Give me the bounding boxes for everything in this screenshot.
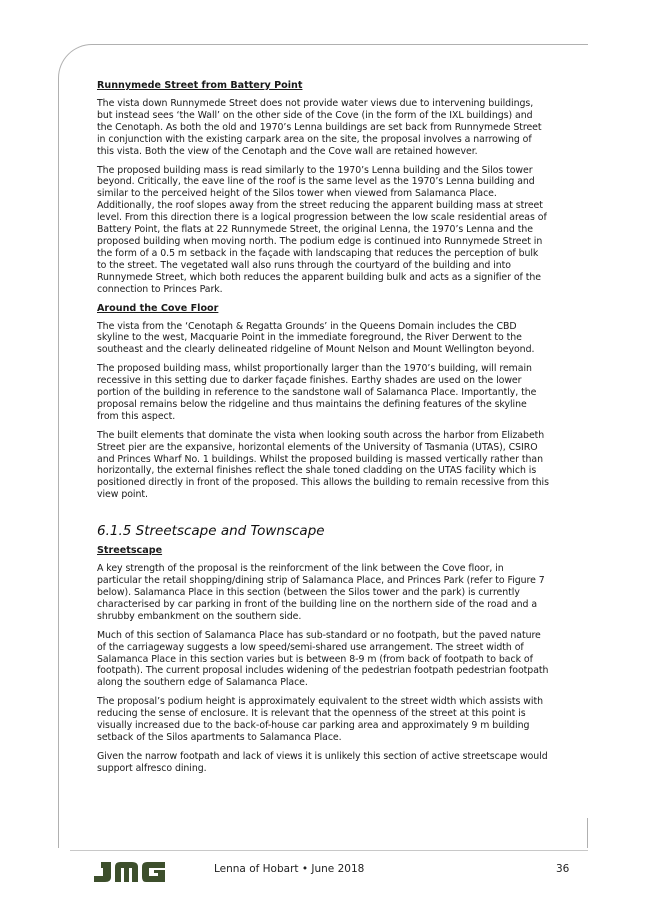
paragraph: The proposed building mass is read similarly to the 1970’s Lenna building and the Silos tower beyond. Critically, the eave line of the roof is the same level as the 1970’s Lenna building and similar to the perceived height of the Silos tower when viewed from Salamanca Place. Additionally, the roof slopes away from the street reducing the apparent building mass at street level. From this direction there is a logical progression between the low scale residential areas of Battery Point, the flats at 22 Runnymede Street, the original Lenna, the 1970’s Lenna and the proposed building when moving north. The podium edge is continued into Runnymede Street in the form of a 0.5 m setback in the façade with landscaping that reduces the perception of bulk to the street. The vegetated wall also runs through the courtyard of the building and into Runnymede Street, which both reduces the apparent building bulk and acts as a signifier of the connection to Princes Park. xyxy=(97,164,547,295)
page-frame-edge xyxy=(587,818,588,848)
paragraph: A key strength of the proposal is the reinforcment of the link between the Cove floor, in particular the retail shopping/dining strip of Salamanca Place, and Princes Park (refer to Figure 7 below). Salamanca Place in this section (between the Silos tower and the park) is currently characterised by car parking in front of the building line on the northern side of the road and a shrubby embankment on the southern side. xyxy=(97,563,545,622)
section-streetscape xyxy=(97,545,549,775)
section-runnymede xyxy=(97,80,549,296)
paragraph: The vista down Runnymede Street does not provide water views due to intervening buildings, but instead sees ‘the Wall’ on the other side of the Cove (in the form of the IXL buildings) and the Cenotaph. As both the old and 1970’s Lenna buildings are set back from Runnymede Street in conjunction with the existing carpark area on the site, the proposal involves a narrowing of this vista. Both the view of the Cenotaph and the Cove wall are retained however. xyxy=(97,98,542,157)
paragraph: Much of this section of Salamanca Place has sub-standard or no footpath, but the paved nature of the carriageway suggests a low speed/semi-shared use arrangement. The street width of Salamanca Place in this section varies but is between 8-9 m (from back of footpath to back of footpath). The current proposal includes widening of the pedestrian footpath pedestrian footpath along the southern edge of Salamanca Place. xyxy=(97,629,549,689)
section-cove-floor xyxy=(97,303,549,502)
page-number: 36 xyxy=(556,863,570,875)
jmg-logo-mark xyxy=(94,862,165,882)
document-body xyxy=(97,80,549,782)
footer-document-title: Lenna of Hobart • June 2018 xyxy=(214,863,365,875)
paragraph: The built elements that dominate the vista when looking south across the harbor from Elizabeth Street pier are the expansive, horizontal elements of the University of Tasmania (UTAS), CSIRO and Princes Wharf No. 1 buildings. Whilst the proposed building is massed vertically rather than horizontally, the external finishes reflect the shale toned cladding on the UTAS facility which is positioned directly in front of the proposed. This allows the building to remain recessive from this view point. xyxy=(97,429,549,501)
footer-divider xyxy=(70,850,588,851)
subheading-streetscape: Streetscape xyxy=(97,545,163,557)
paragraph: Given the narrow footpath and lack of views it is unlikely this section of active streetscape would support alfresco dining. xyxy=(97,750,548,774)
paragraph: The proposed building mass, whilst proportionally larger than the 1970’s building, will remain recessive in this setting due to darker façade finishes. Earthy shades are used on the lower portion of the building in reference to the sandstone wall of Salamanca Place. Importantly, the proposal remains below the ridgeline and thus maintains the defining features of the skyline from this aspect. xyxy=(97,363,537,422)
subheading-cove-floor: Around the Cove Floor xyxy=(97,302,219,314)
paragraph: The vista from the ‘Cenotaph & Regatta Grounds’ in the Queens Domain includes the CBD skyline to the west, Macquarie Point in the immediate foreground, the River Derwent to the southeast and the clearly delineated ridgeline of Mount Nelson and Mount Wellington beyond. xyxy=(97,320,535,356)
paragraph: The proposal’s podium height is approximately equivalent to the street width which assists with reducing the sense of enclosure. It is relevant that the openness of the street at this point is visually increased due to the back-of-house car parking area and approximately 9 m building setback of the Silos apartments to Salamanca Place. xyxy=(97,696,543,743)
subheading-runnymede: Runnymede Street from Battery Point xyxy=(97,80,303,91)
jmg-logo xyxy=(92,860,172,884)
section-title: 6.1.5 Streetscape and Townscape xyxy=(97,523,325,540)
